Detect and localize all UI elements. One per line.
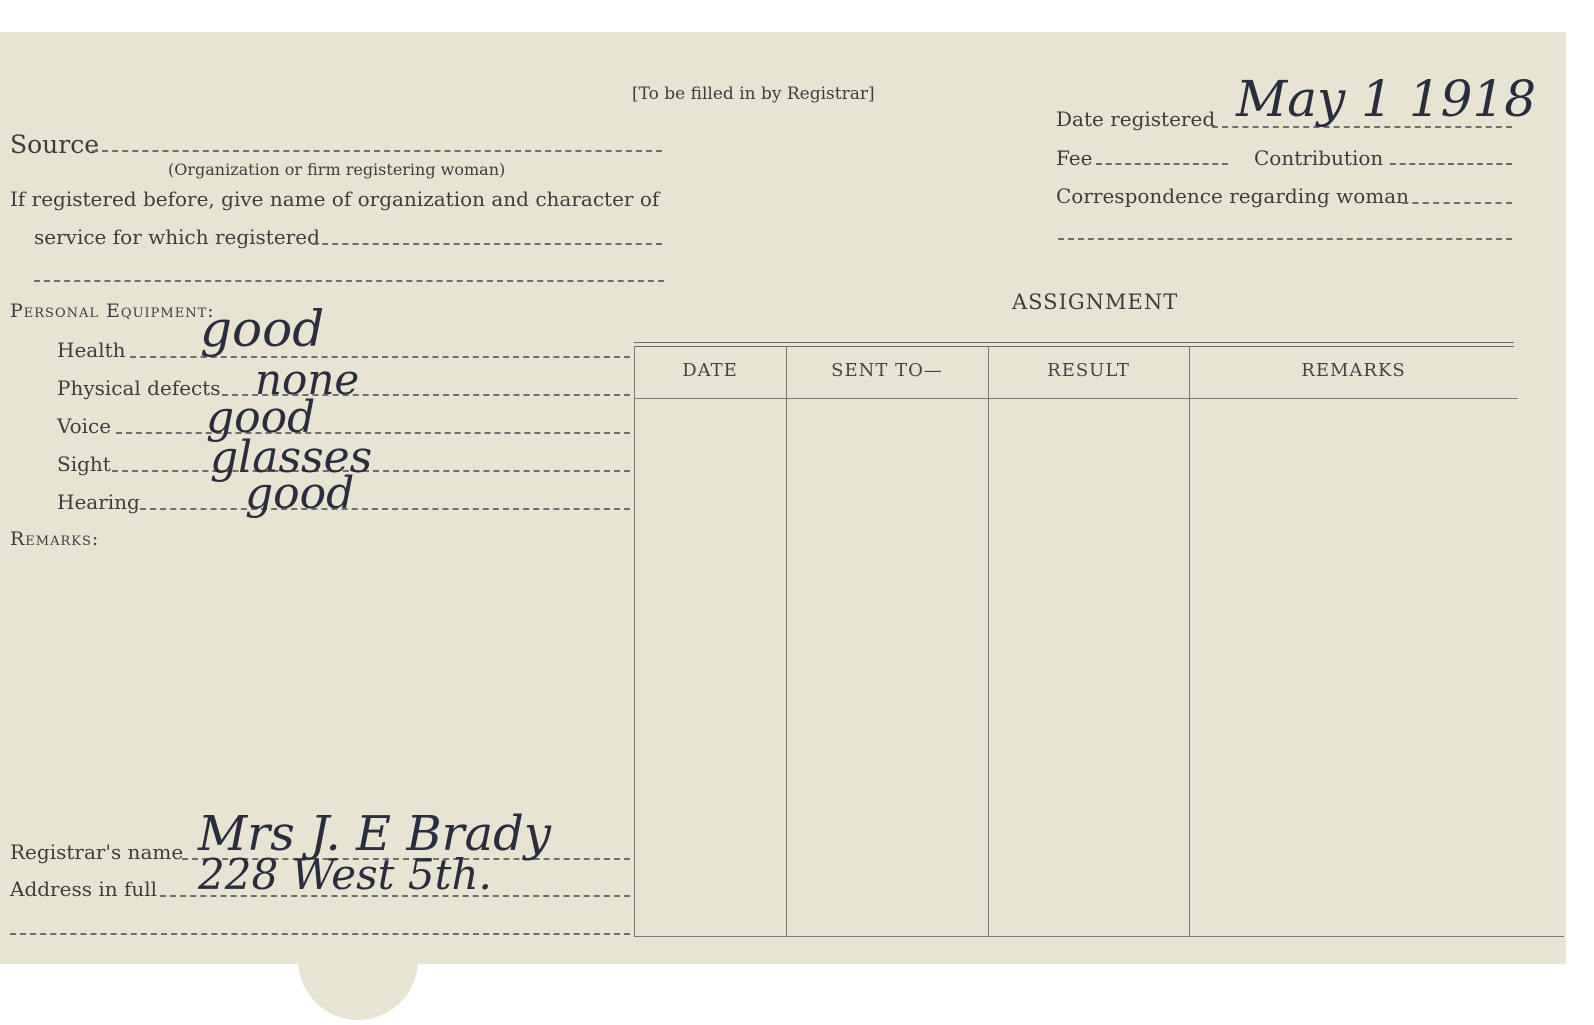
- registered-before-line-2[interactable]: [34, 280, 664, 282]
- table-header-rule: [634, 398, 1518, 399]
- correspondence-label: Correspondence regarding woman: [1056, 184, 1410, 208]
- physical-defects-label: Physical defects: [57, 376, 221, 400]
- contribution-label: Contribution: [1254, 146, 1384, 170]
- registrar-name-value: Mrs J. E Brady: [198, 806, 551, 862]
- health-label: Health: [57, 338, 126, 362]
- column-header-remarks: REMARKS: [1301, 360, 1406, 381]
- source-sub-label: (Organization or firm registering woman): [168, 160, 506, 179]
- registered-before-label: If registered before, give name of organization and character of: [10, 187, 660, 211]
- voice-label: Voice: [57, 414, 112, 438]
- column-header-result: RESULT: [1047, 360, 1130, 381]
- table-bottom-rule: [634, 936, 1564, 937]
- column-divider-3: [1189, 346, 1190, 936]
- source-label: Source: [10, 130, 100, 159]
- registrar-name-label: Registrar's name: [10, 840, 184, 864]
- remarks-label: Remarks:: [10, 528, 100, 550]
- sight-value: glasses: [210, 432, 373, 483]
- address-value: 228 West 5th.: [198, 850, 492, 899]
- sight-label: Sight: [57, 452, 111, 476]
- card-tab: [298, 960, 418, 1020]
- correspondence-line-2[interactable]: [1058, 238, 1512, 240]
- column-header-date: DATE: [682, 360, 738, 381]
- registered-before-line[interactable]: [312, 243, 662, 245]
- health-value: good: [200, 300, 325, 358]
- hearing-value: good: [245, 468, 355, 519]
- voice-value: good: [206, 392, 316, 443]
- table-left-border: [634, 346, 635, 936]
- column-header-sent-to: SENT TO—: [831, 360, 943, 381]
- contribution-line[interactable]: [1390, 163, 1512, 165]
- table-top-rule: [634, 342, 1514, 343]
- date-registered-value: May 1 1918: [1236, 70, 1537, 128]
- address-label: Address in full: [10, 877, 158, 901]
- correspondence-line[interactable]: [1402, 202, 1512, 204]
- physical-defects-value: none: [255, 355, 360, 404]
- hearing-label: Hearing: [57, 490, 140, 514]
- source-line[interactable]: [92, 150, 662, 152]
- date-registered-label: Date registered: [1056, 107, 1216, 131]
- column-divider-1: [786, 346, 787, 936]
- assignment-title: ASSIGNMENT: [1012, 290, 1179, 314]
- fee-label: Fee: [1056, 146, 1093, 170]
- voice-line[interactable]: [116, 432, 630, 434]
- registered-before-label-2: service for which registered: [34, 225, 320, 249]
- fee-line[interactable]: [1096, 163, 1228, 165]
- hearing-line[interactable]: [140, 508, 630, 510]
- bottom-line: [10, 933, 630, 935]
- registrar-note: [To be filled in by Registrar]: [632, 84, 875, 104]
- personal-equipment-heading: Personal Equipment:: [10, 300, 215, 322]
- column-divider-2: [988, 346, 989, 936]
- table-top-rule-2: [634, 346, 1514, 347]
